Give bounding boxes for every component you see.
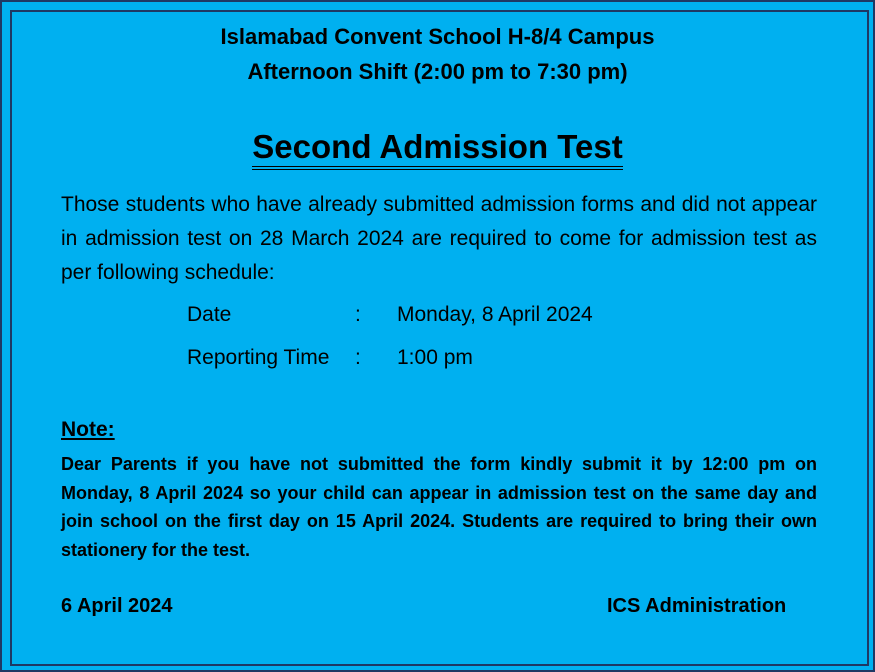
intro-paragraph: Those students who have already submitted admission forms and did not appear in admission test on 28 March 2024 are required to come for admission test as per following schedule: (61, 193, 817, 284)
schedule-time-value: 1:00 pm (397, 346, 473, 369)
notice-title-text: Second Admission Test (252, 128, 622, 170)
shift-timing: Afternoon Shift (2:00 pm to 7:30 pm) (247, 59, 628, 84)
notice-inner-border (10, 10, 869, 666)
note-body: Dear Parents if you have not submitted the form kindly submit it by 12:00 pm on Monday, 8 April 2024 so your child can appear in admission test on the same day and join school on the first day on 15 April 2024. Students are required to bring their own stationery for the test. (61, 454, 817, 560)
schedule-date-value: Monday, 8 April 2024 (397, 303, 593, 326)
note-heading: Note: (61, 418, 115, 441)
schedule-date-separator: : (355, 303, 361, 326)
notice-title (0, 128, 875, 170)
school-name: Islamabad Convent School H-8/4 Campus (220, 24, 655, 49)
notice-signature: ICS Administration (607, 595, 787, 617)
notice-date: 6 April 2024 (61, 595, 173, 617)
schedule-time-label: Reporting Time (187, 346, 330, 369)
schedule-time-separator: : (355, 346, 361, 369)
schedule-date-label: Date (187, 303, 232, 326)
